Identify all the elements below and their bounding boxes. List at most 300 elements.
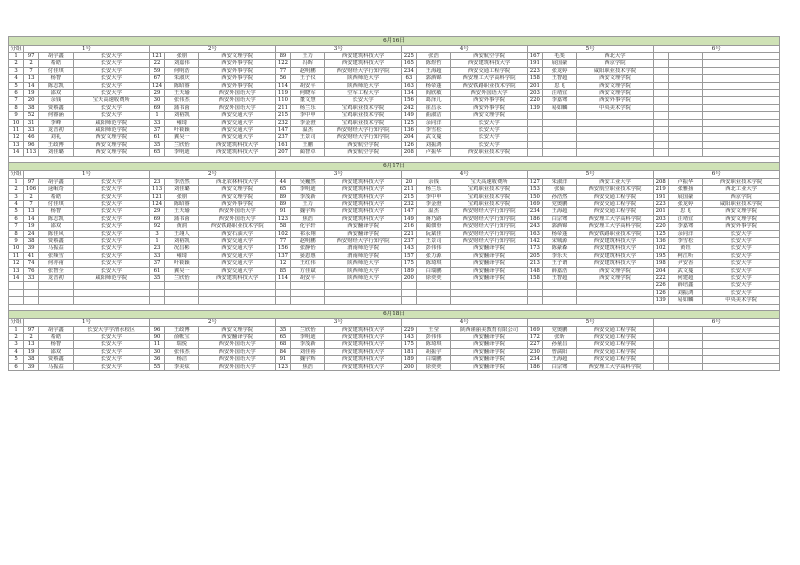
member-name: 张雅扬: [668, 186, 702, 193]
member-name: 李茂新: [290, 341, 324, 348]
member-number: 19: [24, 223, 39, 230]
member-name: 李金澄: [416, 200, 450, 207]
member-number: 157: [401, 252, 416, 259]
member-name: 赵明鹏: [290, 67, 324, 74]
member-organization: 宝天高速收费所: [73, 97, 149, 104]
member-name: [668, 149, 702, 156]
member-name: 叶筱颖: [165, 127, 199, 134]
member-organization: 西安翻译学院: [451, 267, 527, 274]
member-number: 181: [401, 348, 416, 355]
member-number: 172: [527, 334, 542, 341]
group-3-header: 3号: [275, 45, 401, 52]
member-name: 赵明鹏: [290, 237, 324, 244]
member-organization: 西安交通工程学院: [577, 348, 653, 355]
member-number: 20: [24, 97, 39, 104]
member-name: [668, 90, 702, 97]
member-name: [668, 341, 702, 348]
member-organization: [703, 53, 780, 60]
member-name: 张朋: [165, 53, 199, 60]
member-organization: 长安大学: [451, 127, 527, 134]
member-number: 211: [401, 186, 416, 193]
member-organization: 渭南师范学院: [325, 245, 401, 252]
member-number: 165: [401, 60, 416, 67]
member-name: 展国豪: [542, 60, 576, 67]
member-number: [653, 112, 668, 119]
member-organization: 西安交通大学: [199, 252, 275, 259]
member-name: 李中申: [416, 193, 450, 200]
row-index: 3: [9, 193, 24, 200]
member-name: 龙晋初: [39, 274, 73, 281]
member-organization: 西安外国语大学: [199, 97, 275, 104]
table-row: [9, 141, 780, 148]
member-organization: 西安建筑科技大学: [325, 193, 401, 200]
member-name: 郭洒锦: [542, 223, 576, 230]
member-organization: 宝鸡职业技术学院: [451, 193, 527, 200]
member-number: 234: [401, 67, 416, 74]
member-name: 邵双: [39, 348, 73, 355]
member-name: [416, 282, 450, 289]
member-number: 189: [401, 356, 416, 363]
row-index: 2: [9, 186, 24, 193]
member-name: [542, 149, 576, 156]
member-number: 33: [149, 119, 164, 126]
member-number: 63: [401, 75, 416, 82]
member-number: [401, 289, 416, 296]
member-organization: 西安交通大学: [199, 260, 275, 267]
table-row: [9, 178, 780, 185]
member-number: 200: [401, 274, 416, 281]
member-number: 30: [149, 348, 164, 355]
member-organization: 西安航空学院: [325, 149, 401, 156]
member-number: 203: [527, 90, 542, 97]
member-organization: 长安大学: [73, 334, 149, 341]
row-index: 12: [9, 260, 24, 267]
member-name: 雍琦: [165, 252, 199, 259]
member-name: [165, 289, 199, 296]
member-organization: 西安建筑科技大学: [325, 200, 401, 207]
member-organization: 长安大学: [73, 193, 149, 200]
member-name: [668, 326, 702, 333]
member-number: 225: [401, 53, 416, 60]
group-6-header: 6号: [653, 45, 779, 52]
member-organization: 长安大学: [73, 90, 149, 97]
member-organization: 西安外事学院: [199, 67, 275, 74]
member-number: 92: [149, 223, 164, 230]
member-name: 阮斌佳: [416, 230, 450, 237]
member-number: 74: [24, 260, 39, 267]
member-number: 222: [653, 274, 668, 281]
member-name: 汪靖宜: [668, 215, 702, 222]
member-number: 36: [149, 356, 164, 363]
member-number: 220: [527, 97, 542, 104]
table-row: [9, 230, 780, 237]
member-name: 陈煜哲: [416, 60, 450, 67]
member-name: 王海超: [542, 208, 576, 215]
member-name: 李美炫: [165, 363, 199, 370]
member-number: [24, 282, 39, 289]
member-organization: 西安航空学院: [325, 141, 401, 148]
member-number: 226: [653, 282, 668, 289]
member-name: 张伟杰: [165, 97, 199, 104]
member-name: [290, 289, 324, 296]
member-name: [668, 67, 702, 74]
member-number: 13: [24, 75, 39, 82]
member-organization: 西安财经大学行知学院: [451, 223, 527, 230]
member-number: 20: [401, 178, 416, 185]
member-organization: 西安文理学院: [73, 149, 149, 156]
member-organization: 西安建筑科技大学: [325, 341, 401, 348]
member-organization: 西安建筑科技大学: [199, 149, 275, 156]
member-organization: 长安大学: [703, 230, 780, 237]
member-organization: [577, 289, 653, 296]
row-index: 7: [9, 223, 24, 230]
member-number: 23: [149, 245, 164, 252]
member-name: 张静怡: [290, 245, 324, 252]
member-number: 195: [653, 252, 668, 259]
member-number: 163: [401, 82, 416, 89]
member-number: [653, 127, 668, 134]
member-number: [275, 289, 290, 296]
member-number: [653, 356, 668, 363]
member-organization: 长安大学: [73, 112, 149, 119]
member-number: 2: [24, 334, 39, 341]
member-organization: 西安外事学院: [451, 104, 527, 111]
member-number: 243: [527, 223, 542, 230]
member-number: 215: [275, 112, 290, 119]
member-organization: 西安建筑科技大学: [325, 363, 401, 370]
group-header-row: [9, 171, 780, 178]
member-number: 237: [401, 237, 416, 244]
member-name: 武文蔓: [668, 267, 702, 274]
member-name: 瑞悦: [165, 341, 199, 348]
table-row: [9, 215, 780, 222]
member-organization: 西北工业大学: [703, 186, 780, 193]
member-organization: 西安建筑科技大学: [199, 141, 275, 148]
member-organization: [703, 75, 780, 82]
member-organization: 西北农林科技大学: [199, 178, 275, 185]
member-name: 祁永翔: [290, 230, 324, 237]
member-organization: 西安建筑科技大学: [325, 215, 401, 222]
table-row: [9, 134, 780, 141]
table-row: [9, 60, 780, 67]
member-number: 41: [24, 252, 39, 259]
group-6-header: 6号: [653, 319, 779, 326]
member-name: 蒋乃路: [416, 215, 450, 222]
member-name: 何晓军: [290, 90, 324, 97]
member-name: 翼昊一: [165, 134, 199, 141]
member-organization: [199, 297, 275, 304]
date-header-row: [9, 162, 780, 171]
member-organization: 西安交通工程学院: [577, 193, 653, 200]
member-organization: 西安工业大学: [577, 178, 653, 185]
member-name: 朱淑庆: [165, 75, 199, 82]
member-organization: 长安大学: [451, 141, 527, 148]
member-organization: [577, 119, 653, 126]
row-index: 10: [9, 245, 24, 252]
member-number: [275, 282, 290, 289]
member-number: [653, 341, 668, 348]
member-number: 33: [149, 252, 164, 259]
member-organization: 西安交通大学: [199, 119, 275, 126]
member-organization: 西安翻译学院: [451, 341, 527, 348]
member-number: [653, 97, 668, 104]
member-number: 110: [275, 97, 290, 104]
member-number: 29: [149, 90, 164, 97]
member-name: 温杰: [290, 127, 324, 134]
member-name: 王智超: [542, 75, 576, 82]
member-number: 89: [275, 53, 290, 60]
member-organization: 渭南师范学院: [325, 252, 401, 259]
member-name: 王子仪: [290, 75, 324, 82]
member-name: 刘裕凯: [165, 112, 199, 119]
member-name: 晏恩惠: [290, 252, 324, 259]
member-name: 魏宇辉: [290, 356, 324, 363]
member-organization: 西安职业技术学院: [451, 149, 527, 156]
member-organization: 西安财经大学行知学院: [325, 134, 401, 141]
member-organization: 西安交通大学: [199, 237, 275, 244]
member-name: 贾蔡鑫: [39, 237, 73, 244]
member-organization: [577, 297, 653, 304]
member-name: 杨帝蓬: [416, 82, 450, 89]
member-name: [668, 127, 702, 134]
member-number: 223: [527, 67, 542, 74]
member-organization: 长安大学学渭水校区: [73, 326, 149, 333]
member-name: 蒲书茵: [165, 104, 199, 111]
member-number: 97: [24, 326, 39, 333]
member-number: 122: [275, 60, 290, 67]
member-number: 68: [275, 341, 290, 348]
member-organization: 西安文理学院: [577, 75, 653, 82]
member-number: 77: [275, 237, 290, 244]
member-number: 213: [527, 260, 542, 267]
member-name: 王力: [290, 200, 324, 207]
row-index: 3: [9, 67, 24, 74]
member-name: 陈昭睿: [165, 200, 199, 207]
member-number: 219: [653, 186, 668, 193]
member-organization: [703, 67, 780, 74]
member-name: [165, 282, 199, 289]
member-number: [527, 149, 542, 156]
table-row: [9, 127, 780, 134]
member-organization: 宝鸡职业技术学院: [325, 119, 401, 126]
member-name: 柯江听: [668, 252, 702, 259]
member-name: 况昌彬: [165, 245, 199, 252]
member-organization: 咸阳师范学院: [73, 274, 149, 281]
member-name: 刘佳璐: [165, 186, 199, 193]
member-name: 杨兰乐: [290, 104, 324, 111]
member-number: 77: [275, 67, 290, 74]
member-number: 147: [275, 127, 290, 134]
member-name: 孙童昌: [542, 341, 576, 348]
member-number: 14: [24, 82, 39, 89]
member-name: 马振益: [39, 245, 73, 252]
member-organization: 长安大学: [73, 200, 149, 207]
member-organization: 西安文理学院: [199, 193, 275, 200]
member-name: 阎欣敏: [416, 90, 450, 97]
member-name: 徐奕奕: [416, 274, 450, 281]
member-organization: 咸阳职业技术学院: [703, 200, 780, 207]
member-number: 232: [275, 119, 290, 126]
member-name: 王天瑜: [165, 208, 199, 215]
member-number: 139: [527, 104, 542, 111]
member-name: 邵双: [39, 223, 73, 230]
member-number: [653, 326, 668, 333]
row-index: 3: [9, 341, 24, 348]
date-header: 6月18日: [9, 310, 780, 319]
member-number: 114: [275, 82, 290, 89]
member-name: 白瑞鹏: [416, 356, 450, 363]
member-organization: 西安铁路职业技术学院: [199, 223, 275, 230]
member-number: 2: [24, 193, 39, 200]
member-number: 121: [149, 53, 164, 60]
member-organization: 西安建筑科技大学: [325, 348, 401, 355]
member-name: 葛泽儿: [416, 97, 450, 104]
member-organization: [451, 289, 527, 296]
group-1-header: 1号: [24, 45, 150, 52]
member-number: 121: [149, 193, 164, 200]
group-3-header: 3号: [275, 319, 401, 326]
member-number: 14: [24, 215, 39, 222]
member-organization: 西安理工大学高科学院: [451, 75, 527, 82]
member-organization: 长安大学: [703, 252, 780, 259]
member-organization: 陕西谨丽美教育有限公司: [451, 326, 527, 333]
member-name: 翼昊一: [165, 267, 199, 274]
member-number: 161: [275, 141, 290, 148]
member-organization: 西安外事学院: [199, 200, 275, 207]
member-number: 91: [275, 208, 290, 215]
member-number: 11: [149, 341, 164, 348]
member-name: 曾濡阳: [542, 348, 576, 355]
member-organization: [703, 82, 780, 89]
member-number: [527, 297, 542, 304]
member-organization: 西安翻译学院: [325, 230, 401, 237]
member-name: 李嘉骞: [668, 223, 702, 230]
member-name: 逯岷奇: [39, 186, 73, 193]
row-index: [9, 297, 24, 304]
member-name: 蒲书茵: [165, 215, 199, 222]
table-row: [9, 193, 780, 200]
member-organization: 宝天高速收费所: [451, 178, 527, 185]
member-organization: [703, 334, 780, 341]
table-row: [9, 334, 780, 341]
member-organization: 长安大学: [73, 356, 149, 363]
table-row: [9, 326, 780, 333]
member-number: 169: [527, 326, 542, 333]
group-4-header: 4号: [401, 171, 527, 178]
member-number: 37: [149, 127, 164, 134]
member-organization: [451, 297, 527, 304]
member-name: 龙晋初: [39, 127, 73, 134]
member-organization: 西安交通工程学院: [577, 334, 653, 341]
member-name: 李嘉骞: [542, 97, 576, 104]
member-name: 刘裕凯: [165, 237, 199, 244]
member-name: 张力源: [416, 252, 450, 259]
member-organization: 西安建筑科技大学: [577, 245, 653, 252]
member-number: 207: [275, 149, 290, 156]
row-index: 8: [9, 104, 24, 111]
member-name: 毛斐: [542, 53, 576, 60]
member-number: 201: [653, 208, 668, 215]
member-number: 204: [653, 267, 668, 274]
member-name: 曲淑洁: [416, 112, 450, 119]
member-organization: [325, 297, 401, 304]
member-number: 189: [401, 267, 416, 274]
member-number: 13: [24, 208, 39, 215]
member-name: 张龙婷: [668, 200, 702, 207]
member-number: 7: [24, 67, 39, 74]
member-organization: 西安文理学院: [577, 267, 653, 274]
member-name: 刘嘉伟: [165, 60, 199, 67]
member-name: [668, 348, 702, 355]
member-name: 刘振鸿: [668, 289, 702, 296]
member-organization: 西安翻译学院: [451, 348, 527, 355]
member-name: [668, 112, 702, 119]
member-organization: 西安建筑科技大学: [577, 252, 653, 259]
member-number: 136: [401, 127, 416, 134]
member-name: [668, 141, 702, 148]
member-organization: [73, 282, 149, 289]
member-name: 李明迪: [165, 149, 199, 156]
member-name: [165, 297, 199, 304]
member-name: [542, 289, 576, 296]
group-header-row: [9, 319, 780, 326]
member-name: 王政博: [39, 141, 73, 148]
member-number: 220: [653, 223, 668, 230]
member-name: [668, 75, 702, 82]
member-name: 刘佳裕: [290, 348, 324, 355]
member-number: 89: [275, 193, 290, 200]
member-organization: 西安财经大学行知学院: [325, 237, 401, 244]
member-name: 刘礼: [39, 134, 73, 141]
member-organization: 西安建筑科技大学: [325, 186, 401, 193]
member-organization: 陕西师范大学: [325, 267, 401, 274]
member-organization: 长安大学: [73, 215, 149, 222]
member-number: [653, 90, 668, 97]
member-name: 陈琦琪: [416, 341, 450, 348]
member-organization: 长安大学: [73, 223, 149, 230]
group-2-header: 2号: [149, 45, 275, 52]
row-index: 12: [9, 134, 24, 141]
member-name: 陈志凯: [39, 82, 73, 89]
member-name: 兰欣怡: [165, 141, 199, 148]
member-organization: 长安大学: [73, 82, 149, 89]
member-name: 王莹: [416, 326, 450, 333]
member-number: [653, 134, 668, 141]
member-name: 王力: [290, 53, 324, 60]
member-name: [416, 297, 450, 304]
table-row: [9, 104, 780, 111]
row-index: 5: [9, 82, 24, 89]
table-row: [9, 149, 780, 156]
member-number: 38: [24, 237, 39, 244]
member-number: 119: [275, 90, 290, 97]
table-row: [9, 245, 780, 252]
member-name: 刘佳璐: [39, 149, 73, 156]
member-number: [653, 141, 668, 148]
member-name: 徐奕奕: [416, 363, 450, 370]
member-organization: 西安外事学院: [451, 97, 527, 104]
member-name: 白宗骞: [542, 215, 576, 222]
row-index: 2: [9, 60, 24, 67]
member-name: [542, 297, 576, 304]
member-number: 139: [653, 297, 668, 304]
member-organization: 长安大学: [73, 75, 149, 82]
table-row: [9, 119, 780, 126]
member-name: 郭洒锦: [416, 75, 450, 82]
member-organization: 西安航空职业技术学院: [577, 186, 653, 193]
member-organization: 西安文理学院: [73, 141, 149, 148]
member-organization: 西安建筑科技大学: [325, 356, 401, 363]
